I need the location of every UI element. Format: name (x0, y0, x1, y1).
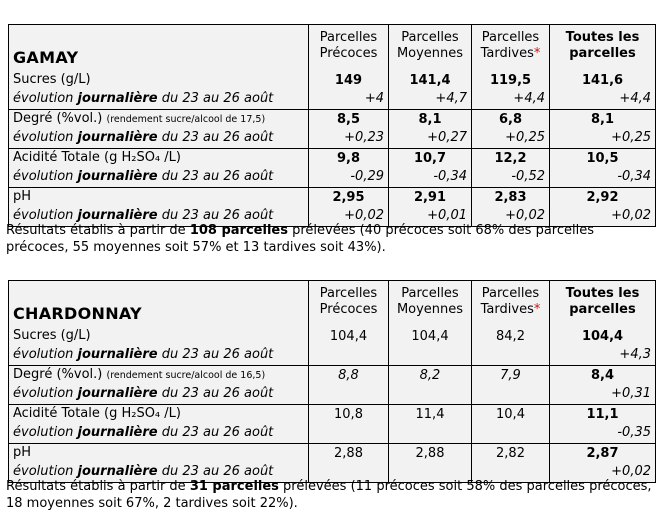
measure-value: 8,8 (338, 368, 359, 383)
col-header-precoces: Parcelles Précoces (309, 281, 389, 327)
value-cell (472, 188, 550, 226)
value-cell (389, 444, 472, 482)
row-label-cell (9, 188, 309, 226)
value-cell (309, 405, 389, 443)
evolution-value: -0,52 (511, 169, 545, 184)
table-title: GAMAY (13, 48, 79, 67)
evolution-value: +0,25 (611, 130, 651, 145)
evolution-value: +0,01 (427, 208, 467, 223)
value-cell (472, 71, 550, 109)
row-label: Degré (%vol.) (13, 367, 107, 382)
measure-value: 141,6 (581, 73, 624, 88)
measure-value: 9,8 (336, 151, 361, 166)
chardonnay-table (8, 280, 656, 483)
value-cell (309, 149, 389, 187)
value-cell (472, 366, 550, 404)
row-label: Sucres (g/L) (13, 72, 91, 87)
row-sublabel: évolution journalière du 23 au 26 août (13, 208, 274, 223)
value-cell (309, 366, 389, 404)
row-label-cell (9, 405, 309, 443)
row-label: Degré (%vol.) (13, 111, 107, 126)
value-cell (309, 444, 389, 482)
row-label-note: (rendement sucre/alcool de 17,5) (106, 114, 266, 125)
value-cell (472, 444, 550, 482)
evolution-value: +0,25 (505, 130, 545, 145)
value-cell (472, 149, 550, 187)
row-label: Acidité Totale (g H₂SO₄ /L) (13, 150, 181, 165)
row-sublabel: évolution journalière du 23 au 26 août (13, 91, 274, 106)
row-label-cell (9, 327, 309, 365)
evolution-value: +4,4 (619, 91, 651, 106)
measure-value: 12,2 (494, 151, 527, 166)
row-label-cell (9, 366, 309, 404)
col-header-toutes: Toutes les parcelles (565, 286, 640, 317)
evolution-value: +0,27 (427, 130, 467, 145)
row-label: pH (13, 189, 32, 204)
evolution-value: +0,02 (505, 208, 545, 223)
value-cell (550, 327, 655, 365)
value-cell (309, 71, 389, 109)
gamay-note: Résultats établis à partir de 108 parcelles prélevées (40 précoces soit 68% des parcelles précoces, 55 moyennes soit 57% et 13 tardives soit 43%). (6, 223, 594, 255)
measure-value: 141,4 (409, 73, 451, 88)
measure-value: 8,1 (418, 112, 442, 127)
table-row (9, 327, 655, 365)
evolution-value: +0,23 (344, 130, 384, 145)
measure-value: 2,87 (586, 446, 619, 461)
value-cell (389, 149, 472, 187)
value-cell (550, 188, 655, 226)
row-sublabel: évolution journalière du 23 au 26 août (13, 386, 274, 401)
measure-value: 11,4 (415, 407, 445, 422)
evolution-value: +4,7 (435, 91, 467, 106)
value-cell (550, 444, 655, 482)
measure-value: 2,88 (415, 446, 445, 461)
row-sublabel: évolution journalière du 23 au 26 août (13, 347, 274, 362)
col-header-moyennes: Parcelles Moyennes (389, 281, 472, 327)
table-row (9, 404, 655, 443)
row-sublabel: évolution journalière du 23 au 26 août (13, 425, 274, 440)
chardonnay-note: Résultats établis à partir de 31 parcelles prélevées (11 précoces soit 58% des parcelles précoces, 18 moyennes soit 67%, 2 tardives soit 22%). (6, 479, 652, 511)
measure-value: 2,82 (496, 446, 525, 461)
measure-value: 6,8 (498, 112, 523, 127)
value-cell (472, 327, 550, 365)
measure-value: 8,2 (419, 368, 441, 383)
table-row (9, 148, 655, 187)
value-cell (472, 405, 550, 443)
table-row (9, 365, 655, 404)
row-label-cell (9, 110, 309, 148)
row-label: Acidité Totale (g H₂SO₄ /L) (13, 406, 181, 421)
evolution-value: +4,3 (619, 347, 651, 362)
col-header-precoces: Parcelles Précoces (309, 25, 389, 71)
table-row (9, 71, 655, 109)
measure-value: 2,92 (586, 190, 619, 205)
value-cell (550, 149, 655, 187)
evolution-value: +0,02 (611, 464, 651, 479)
value-cell (550, 366, 655, 404)
value-cell (389, 188, 472, 226)
evolution-value: +0,02 (611, 208, 651, 223)
measure-value: 8,4 (590, 368, 615, 383)
asterisk-mark: * (533, 46, 541, 61)
value-cell (550, 71, 655, 109)
value-cell (309, 188, 389, 226)
row-label-note: (rendement sucre/alcool de 16,5) (106, 370, 266, 381)
value-cell (389, 327, 472, 365)
evolution-value: -0,34 (433, 169, 467, 184)
value-cell (389, 110, 472, 148)
row-sublabel: évolution journalière du 23 au 26 août (13, 130, 274, 145)
row-label-cell (9, 71, 309, 109)
measure-value: 2,91 (413, 190, 447, 205)
evolution-value: -0,29 (350, 169, 384, 184)
asterisk-mark: * (533, 302, 541, 317)
measure-value: 10,8 (334, 407, 363, 422)
table-row (9, 109, 655, 148)
value-cell (472, 110, 550, 148)
measure-value: 119,5 (489, 73, 532, 88)
evolution-value: +4 (364, 91, 384, 106)
gamay-table (8, 24, 656, 227)
measure-value: 149 (334, 73, 363, 88)
value-cell (309, 327, 389, 365)
value-cell (389, 366, 472, 404)
evolution-value: -0,34 (617, 169, 651, 184)
measure-value: 10,4 (496, 407, 525, 422)
measure-value: 10,7 (413, 151, 447, 166)
row-label: pH (13, 445, 32, 460)
measure-value: 8,5 (336, 112, 361, 127)
measure-value: 10,5 (586, 151, 619, 166)
measure-value: 104,4 (581, 329, 624, 344)
measure-value: 104,4 (329, 329, 368, 344)
row-sublabel: évolution journalière du 23 au 26 août (13, 464, 274, 479)
evolution-value: +0,31 (611, 386, 651, 401)
value-cell (389, 405, 472, 443)
table-row (9, 443, 655, 482)
measure-value: 2,88 (334, 446, 363, 461)
table-title: CHARDONNAY (13, 304, 142, 323)
value-cell (550, 110, 655, 148)
evolution-value: +4,4 (513, 91, 545, 106)
table-header-row (9, 281, 655, 327)
row-label: Sucres (g/L) (13, 328, 91, 343)
measure-value: 2,83 (494, 190, 527, 205)
value-cell (550, 405, 655, 443)
col-header-tardives: Parcelles Tardives* (472, 25, 550, 71)
evolution-value: -0,35 (617, 425, 651, 440)
value-cell (309, 110, 389, 148)
evolution-value: +0,02 (344, 208, 384, 223)
col-header-tardives: Parcelles Tardives* (472, 281, 550, 327)
table-header-row (9, 25, 655, 71)
row-sublabel: évolution journalière du 23 au 26 août (13, 169, 274, 184)
col-header-toutes: Toutes les parcelles (565, 30, 640, 61)
measure-value: 11,1 (586, 407, 619, 422)
measure-value: 2,95 (332, 190, 365, 205)
measure-value: 8,1 (590, 112, 615, 127)
table-row (9, 187, 655, 226)
measure-value: 7,9 (500, 368, 521, 383)
value-cell (389, 71, 472, 109)
col-header-moyennes: Parcelles Moyennes (389, 25, 472, 71)
row-label-cell (9, 149, 309, 187)
measure-value: 104,4 (411, 329, 449, 344)
row-label-cell (9, 444, 309, 482)
measure-value: 84,2 (496, 329, 525, 344)
